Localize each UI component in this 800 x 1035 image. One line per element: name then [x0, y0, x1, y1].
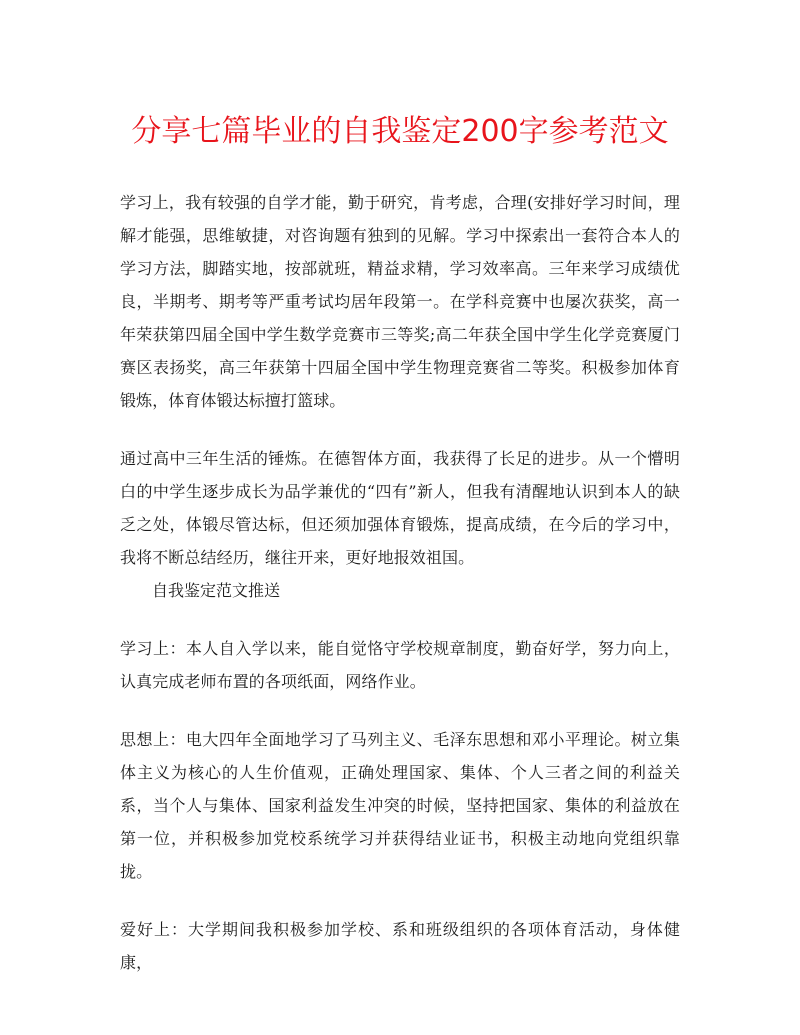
paragraph-hobby: 爱好上：大学期间我积极参加学校、系和班级组织的各项体育活动，身体健康， [120, 920, 680, 972]
paragraph-thought: 思想上：电大四年全面地学习了马列主义、毛泽东思想和邓小平理论。树立集体主义为核心的人生价值观，正确处理国家、集体、个人三者之间的利益关系，当个人与集体、国家利益发生冲突的时候，坚持把国家、集体的利益放在第一位，并积极参加党校系统学习并获得结业证书，积极主动地向党组织靠拢。 [120, 730, 680, 881]
paragraph-study-2: 学习上：本人自入学以来，能自觉恪守学校规章制度，勤奋好学，努力向上，认真完成老师布置的各项纸面，网络作业。 [120, 639, 680, 691]
paragraph-gap [120, 888, 680, 913]
recommend-label: 自我鉴定范文推送 [152, 581, 281, 600]
paragraph-growth: 通过高中三年生活的锤炼。在德智体方面，我获得了长足的进步。从一个懵明白的中学生逐步成长为品学兼优的“四有”新人，但我有清醒地认识到本人的缺乏之处，体锻尽管达标，但还须加强体育锻炼，提高成绩，在今后的学习中，我将不断总结经历，继往开来，更好地报效祖国。 [120, 449, 680, 567]
document-title: 分享七篇毕业的自我鉴定200字参考范文 [131, 114, 669, 149]
document-body [120, 186, 680, 979]
paragraph-gap [120, 698, 680, 723]
paragraph-study: 学习上，我有较强的自学才能，勤于研究，肯考虑，合理(安排好学习时间，理解才能强，思维敏捷，对咨询题有独到的见解。学习中探索出一套符合本人的学习方法，脚踏实地，按部就班，精益求精，学习效率高。三年来学习成绩优良，半期考、期考等严重考试均居年段第一。在学科竞赛中也屡次获奖，高一年荣获第四届全国中学生数学竞赛市三等奖;高二年获全国中学生化学竞赛厦门赛区表扬奖，高三年获第十四届全国中学生物理竞赛省二等奖。积极参加体育锻炼，体育体锻达标擅打篮球。 [120, 193, 680, 410]
paragraph-gap [120, 607, 680, 632]
paragraph-gap [120, 417, 680, 442]
